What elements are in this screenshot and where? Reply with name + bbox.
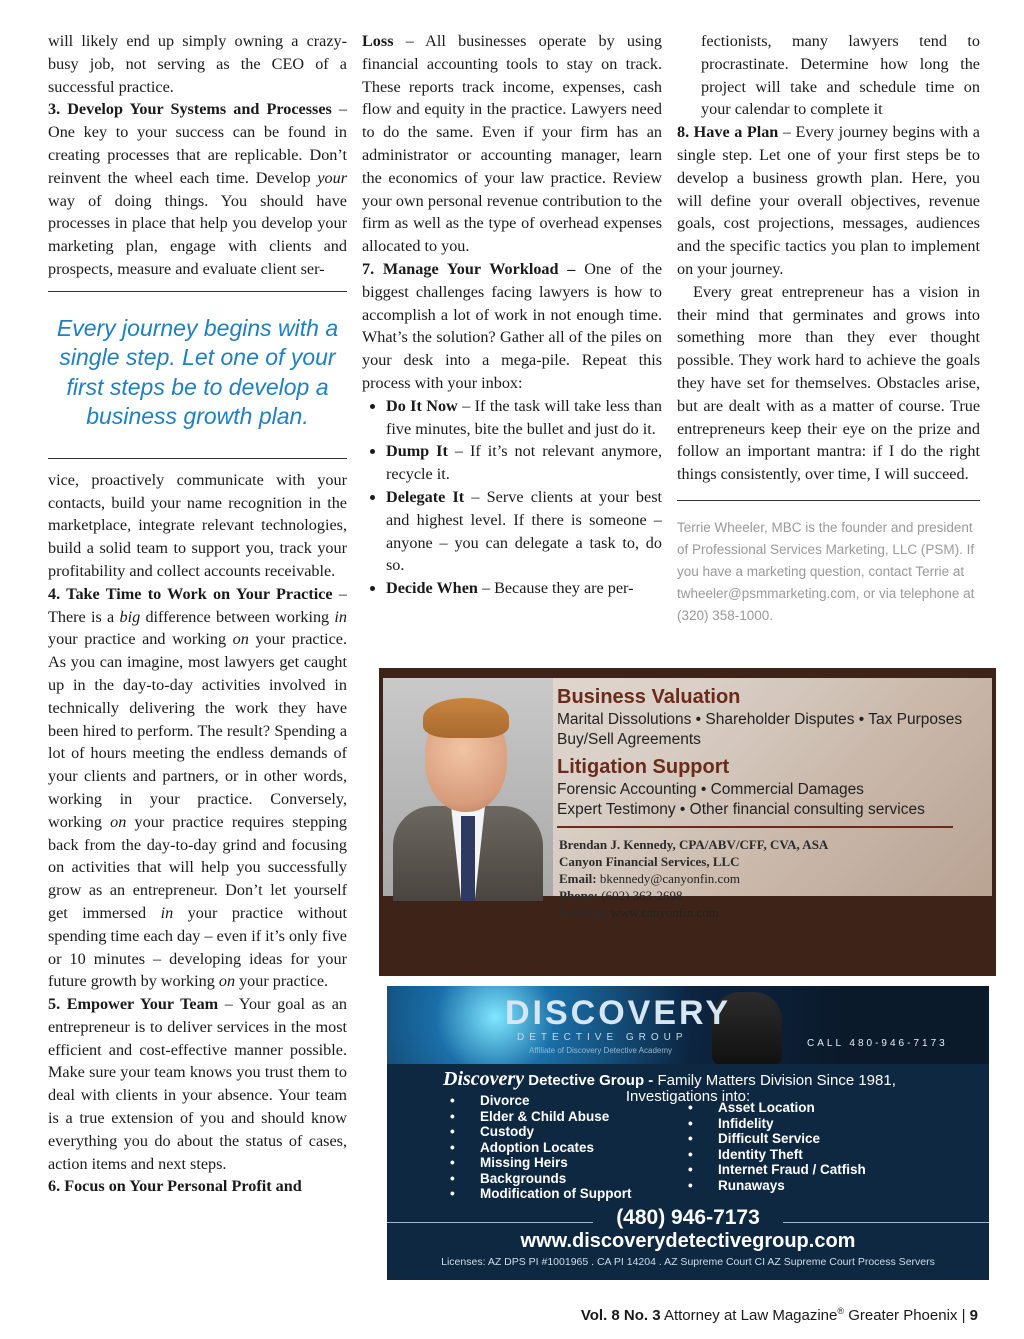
- list-item: • Identity Theft: [718, 1147, 866, 1163]
- volume-label: Vol. 8 No. 3: [580, 1307, 661, 1324]
- list-item: • Modification of Support: [480, 1186, 631, 1202]
- affiliate-text: Affiliate of Discovery Detective Academy: [529, 1046, 673, 1055]
- paragraph: [362, 30, 662, 258]
- registered-mark: ®: [837, 1306, 845, 1316]
- text: your practice. As you can imagine, most lawyers get caught up in the day-to-day activities involved in technically delivering the work they have been hired to perform. The result? Spending a lot of hours meeting the endless demands of your clients and partners, or in other words, working in your practice. Conversely, working: [48, 630, 347, 831]
- ad-phone: (480) 946-7173: [616, 1206, 760, 1229]
- emphasis: on: [232, 630, 249, 649]
- paragraph: [48, 993, 347, 1175]
- article-column-2: [362, 30, 662, 600]
- services-list-left: [480, 1093, 631, 1202]
- emphasis: on: [110, 812, 127, 831]
- list-item: • Internet Fraud / Catfish: [718, 1162, 866, 1178]
- contact-company: Canyon Financial Services, LLC: [559, 854, 740, 869]
- text: – Every journey begins with a single step. Let one of your first steps be to develop a business growth plan. Here, you will define your overall objectives, revenue goals, cost projections, messages, audiences and the specific tactics you plan to implement on your journey.: [677, 123, 980, 278]
- list-item: • Missing Heirs: [480, 1155, 631, 1171]
- discovery-detective-ad: [387, 986, 989, 1280]
- paragraph: fectionists, many lawyers tend to procrastinate. Determine how long the project will take and schedule time on your calendar to complete it: [701, 32, 980, 119]
- divider: [557, 826, 953, 828]
- licenses-text: Licenses: AZ DPS PI #1001965 . CA PI 14204 . AZ Supreme Court CI AZ Supreme Court Process Servers: [441, 1256, 935, 1268]
- emphasis: in: [334, 607, 347, 626]
- page-footer: [581, 1306, 978, 1324]
- paragraph: [48, 98, 347, 280]
- magazine-name: Attorney at Law Magazine: [663, 1307, 838, 1324]
- label: Phone:: [559, 888, 598, 903]
- contact-website[interactable]: www.canyonfin.com: [610, 905, 719, 920]
- section-heading: 3. Develop Your Systems and Processes: [48, 100, 332, 119]
- paragraph: vice, proactively communicate with your contacts, build your name recognition in the marketplace, integrate relevant technologies, build a solid team to support you, track your profitability and collect accounts receivable.: [48, 470, 347, 580]
- text: One of the biggest challenges facing lawyers is how to accomplish a lot of work in not enough time. What’s the solution? Gather all of the piles on your desk into a mega-pile. Repeat this process with your inbox:: [362, 259, 663, 392]
- contact-email[interactable]: bkennedy@canyonfin.com: [599, 871, 740, 886]
- hair-shape: [423, 698, 509, 738]
- call-banner: CALL 480-946-7173: [807, 1038, 948, 1049]
- section-heading: Loss: [362, 32, 394, 50]
- section-heading: 5. Empower Your Team: [48, 995, 219, 1014]
- emphasis: big: [119, 607, 141, 626]
- ad-line: Marital Dissolutions • Shareholder Disputes • Tax Purposes: [557, 711, 963, 728]
- edition-name: Greater Phoenix |: [848, 1307, 966, 1324]
- list-item: [386, 440, 662, 486]
- contact-block: [559, 836, 828, 921]
- emphasis: your: [317, 168, 347, 187]
- label: Email:: [559, 871, 597, 886]
- list-item: • Custody: [480, 1124, 631, 1140]
- section-heading: 4. Take Time to Work on Your Practice: [48, 584, 333, 603]
- text: – All businesses operate by using financial accounting tools to stay on track. These reports track income, expenses, cash flow and equity in the practice. Lawyers need to do the same. Even if your firm has an administrator or accounting manager, learn the economics of your law practice. Review your own personal revenue contribution to the firm as well as the type of overhead expenses allocated to you.: [362, 32, 662, 256]
- paragraph: Every great entrepreneur has a vision in their mind that germinates and grows into something more than they ever thought possible. They work hard to achieve the goals they have set for themselves. Obstacles arise, but are dealt with as a matter of course. True entrepreneurs keep their eye on the prize and follow an important mantra: if I do the right things consistently, over time, I will succeed.: [677, 282, 980, 484]
- investigations-heading: Investigations into:: [625, 1088, 751, 1105]
- ad-line: Expert Testimony • Other financial consulting services: [557, 801, 925, 818]
- contact-phone: (602) 363-2698: [601, 888, 683, 903]
- text: your practice without spending time each day – even if it’s only five or 10 minutes – developing ideas for your future growth by working: [48, 903, 348, 991]
- list-item: [386, 395, 662, 441]
- paragraph: [362, 258, 662, 395]
- article-column-3: [677, 30, 980, 627]
- text: – One key to your success can be found in creating processes that are replicable. Don’t reinvent the wheel each time. Develop: [48, 100, 347, 187]
- ad-line: Forensic Accounting • Commercial Damages: [557, 781, 864, 798]
- text: – Because they are per-: [477, 579, 634, 598]
- list-item: • Runaways: [718, 1178, 866, 1194]
- paragraph: [48, 1175, 347, 1198]
- section-heading: 6. Focus on Your Personal Profit and: [48, 1177, 302, 1196]
- list-item: • Adoption Locates: [480, 1140, 631, 1156]
- emphasis: on: [218, 972, 236, 991]
- contact-name: Brendan J. Kennedy, CPA/ABV/CFF, CVA, ASA: [559, 837, 829, 852]
- pull-quote: Every journey begins with a single step. Let one of your first steps be to develop a business growth plan.: [48, 291, 347, 459]
- paragraph: [48, 583, 347, 993]
- text: – Serve clients at your best and highest level. If there is someone – anyone – you can delegate a task to, do so.: [386, 487, 662, 575]
- paragraph: [677, 121, 980, 281]
- text: – If the task will take less than five minutes, bite the bullet and just do it.: [386, 396, 662, 438]
- headshot-photo: [383, 678, 553, 896]
- ad-heading-valuation: Business Valuation: [557, 686, 741, 708]
- list-item-title: Decide When: [386, 579, 478, 598]
- list-item-title: Delegate It: [386, 487, 465, 506]
- tie-shape: [461, 816, 475, 901]
- workload-list: [362, 395, 662, 600]
- text: your practice and working: [48, 630, 233, 649]
- group-name: Detective Group -: [528, 1072, 654, 1089]
- list-item: • Infidelity: [718, 1116, 866, 1132]
- list-item: • Asset Location: [718, 1100, 866, 1116]
- ad-heading-litigation: Litigation Support: [557, 756, 730, 778]
- canyon-financial-ad: [379, 668, 996, 976]
- list-item: • Divorce: [480, 1093, 631, 1109]
- script-brand: Discovery: [443, 1068, 525, 1090]
- ad-line: Buy/Sell Agreements: [557, 731, 701, 748]
- list-item-title: Do It Now: [386, 396, 458, 415]
- section-heading: 8. Have a Plan: [677, 123, 779, 142]
- ad-text: [557, 710, 977, 750]
- text: – If it’s not relevant anymore, recycle it.: [386, 442, 662, 484]
- text: difference between working: [140, 607, 335, 626]
- section-heading: 7. Manage Your Workload –: [362, 259, 576, 278]
- list-item-title: Dump It: [386, 442, 448, 461]
- emphasis: in: [160, 903, 174, 922]
- ad-website[interactable]: www.discoverydetectivegroup.com: [520, 1230, 856, 1252]
- ad-panel: [383, 678, 992, 920]
- discovery-logo: DISCOVERY: [505, 994, 732, 1032]
- text: – Your goal as an entrepreneur is to deliver services in the most efficient and cost-effective manner possible. Make sure your team knows you trust them to deal with clients in your absence. Your team is a true extension of you and should know everything you do about the status of cases, action items and next steps.: [48, 995, 347, 1173]
- article-column-1: [48, 30, 347, 1198]
- text: – There is a: [48, 584, 347, 626]
- logo-subtitle: DETECTIVE GROUP: [517, 1032, 688, 1043]
- text: your practice.: [235, 972, 329, 991]
- list-item: [386, 486, 662, 577]
- list-item: [386, 577, 662, 600]
- text: way of doing things. You should have processes in place that help you develop your marketing plan, engage with clients and prospects, measure and evaluate client ser-: [48, 191, 347, 278]
- list-item: • Difficult Service: [718, 1131, 866, 1147]
- services-list-right: [718, 1100, 866, 1193]
- paragraph: will likely end up simply owning a crazy-busy job, not serving as the CEO of a successful practice.: [48, 32, 347, 96]
- tagline: Family Matters Division Since 1981,: [653, 1072, 896, 1089]
- label: Website:: [559, 905, 608, 920]
- list-item: • Elder & Child Abuse: [480, 1109, 631, 1125]
- list-item: • Backgrounds: [480, 1171, 631, 1187]
- author-bio: Terrie Wheeler, MBC is the founder and president of Professional Services Marketing, LLC (PSM). If you have a marketing question, contact Terrie at twheeler@psmmarketing.com, or via telephone at (320) 358-1000.: [677, 500, 980, 627]
- ad-text: [557, 780, 977, 820]
- page-number: 9: [969, 1307, 978, 1324]
- text: your practice requires stepping back from the day-to-day grind and focusing on activities that will help you successfully grow as an entrepreneur. Don’t let yourself get immersed: [48, 812, 347, 922]
